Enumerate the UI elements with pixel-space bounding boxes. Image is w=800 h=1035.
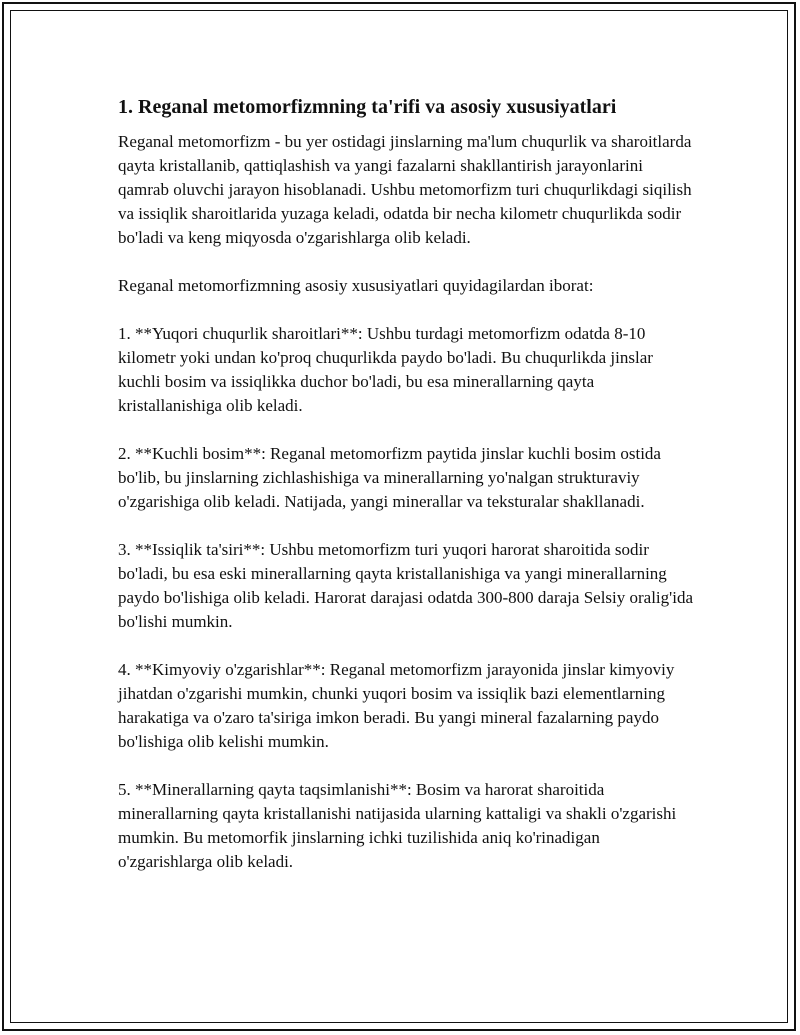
feature-item-4: 4. **Kimyoviy o'zgarishlar**: Reganal metomorfizm jarayonida jinslar kimyoviy jihatdan o'zgarishi mumkin, chunki yuqori bosim va issiqlik bazi elementlarning harakatiga va o'zaro ta'siriga imkon beradi. Bu yangi mineral fazalarning paydo bo'lishiga olib kelishi mumkin. bbox=[118, 660, 675, 751]
section-heading: 1. Reganal metomorfizmning ta'rifi va asosiy xususiyatlari bbox=[118, 96, 617, 118]
intro-paragraph: Reganal metomorfizm - bu yer ostidagi jinslarning ma'lum chuqurlik va sharoitlarda qayta kristallanib, qattiqlashish va yangi fazalarni shakllantirish jarayonlarini qamrab oluvchi jarayon hisoblanadi. Ushbu metomorfizm turi chuqurlikdagi siqilish va issiqlik sharoitlarida yuzaga keladi, odatda bir necha kilometr chuqurlikda sodir bo'ladi va keng miqyosda o'zgarishlarga olib keladi. bbox=[118, 132, 692, 247]
features-intro-paragraph: Reganal metomorfizmning asosiy xususiyatlari quyidagilardan iborat: bbox=[118, 276, 594, 295]
feature-item-2: 2. **Kuchli bosim**: Reganal metomorfizm paytida jinslar kuchli bosim ostida bo'lib, bu jinslarning zichlashishiga va minerallarning yo'nalgan strukturaviy o'zgarishiga olib keladi. Natijada, yangi minerallar va teksturalar shakllanadi. bbox=[118, 444, 661, 511]
feature-item-1: 1. **Yuqori chuqurlik sharoitlari**: Ushbu turdagi metomorfizm odatda 8-10 kilometr yoki undan ko'proq chuqurlikda paydo bo'ladi. Bu chuqurlikda jinslar kuchli bosim va issiqlikka duchor bo'ladi, bu esa minerallarning qayta kristallanishiga olib keladi. bbox=[118, 324, 653, 415]
document-body bbox=[118, 94, 698, 898]
feature-item-5: 5. **Minerallarning qayta taqsimlanishi**: Bosim va harorat sharoitida minerallarning qayta kristallanishi natijasida ularning kattaligi va shakli o'zgarishi mumkin. Bu metomorfik jinslarning ichki tuzilishida aniq ko'rinadigan o'zgarishlarga olib keladi. bbox=[118, 780, 677, 871]
feature-item-3: 3. **Issiqlik ta'siri**: Ushbu metomorfizm turi yuqori harorat sharoitida sodir bo'ladi, bu esa eski minerallarning qayta kristallanishiga va yangi minerallarning paydo bo'lishiga olib keladi. Harorat darajasi odatda 300-800 daraja Selsiy oralig'ida bo'lishi mumkin. bbox=[118, 540, 693, 631]
